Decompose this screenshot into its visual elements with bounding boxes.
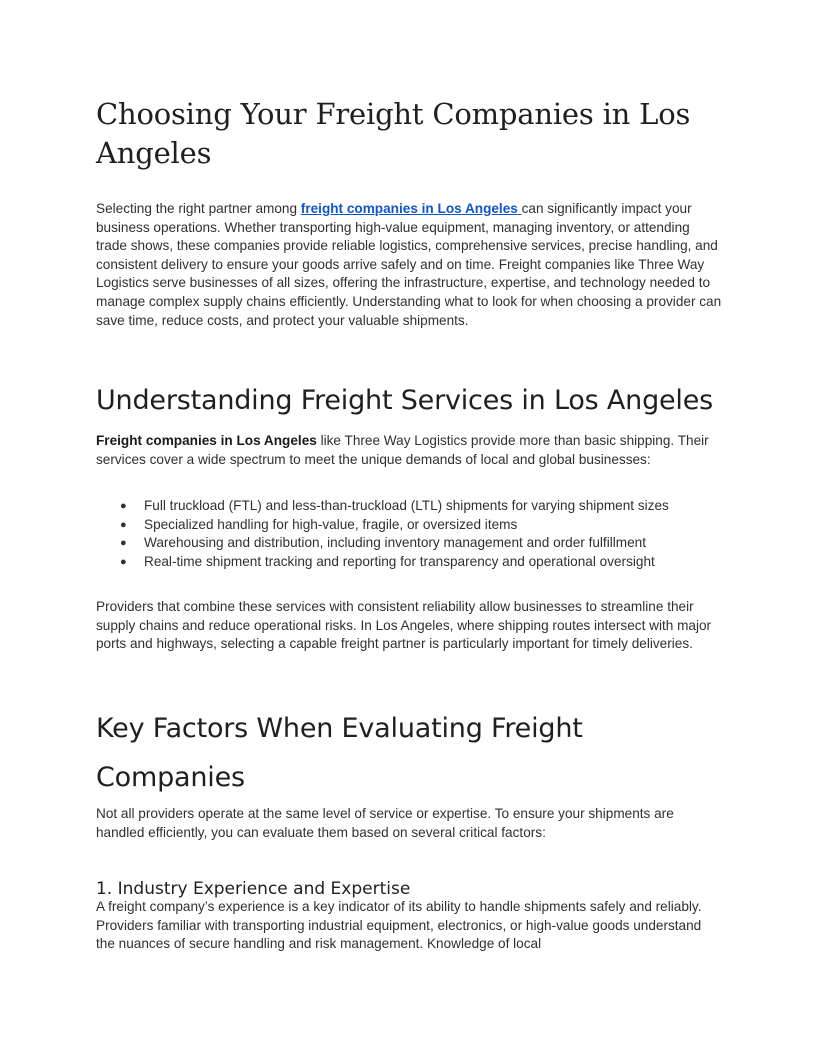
section-heading-key-factors [96,704,736,802]
intro-text-before-link: Selecting the right partner among [96,201,301,216]
intro-text-after-link: can significantly impact your business operations. Whether transporting high-value equipment, managing inventory, or attending trade shows, these companies provide reliable logistics, comprehensive services, precise handling, and consistent delivery to ensure your goods arrive safely and on time. Freight companies like Three Way Logistics serve businesses of all sizes, offering the infrastructure, expertise, and technology needed to manage complex supply chains efficiently. Understanding what to look for when choosing a provider can save time, reduce costs, and protect your valuable shipments. [96,201,722,328]
key-factors-heading-line2: Companies [96,762,245,793]
list-item [96,553,722,572]
bullet-icon: ● [120,500,127,512]
document-title: Choosing Your Freight Companies in Los Angeles [96,97,691,170]
subheading-industry-experience: 1. Industry Experience and Expertise [96,879,411,899]
section1-lead-rest: like Three Way Logistics provide more than basic shipping. Their services cover a wide spectrum to meet the unique demands of local and global businesses: [96,433,709,467]
intro-paragraph [96,200,722,330]
list-item [96,534,722,553]
list-item [96,497,722,516]
section2-intro-paragraph: Not all providers operate at the same level of service or expertise. To ensure your shipments are handled efficiently, you can evaluate them based on several critical factors: [96,806,674,840]
services-bullet-list [96,497,722,571]
list-item-text: Real-time shipment tracking and reporting for transparency and operational oversight [144,553,655,569]
section1-lead-paragraph [96,432,722,469]
list-item-text: Full truckload (FTL) and less-than-truckload (LTL) shipments for varying shipment sizes [144,498,669,513]
freight-companies-link[interactable]: freight companies in Los Angeles [300,201,522,216]
section-heading-understanding-freight: Understanding Freight Services in Los Angeles [96,385,713,416]
list-item-text: Warehousing and distribution, including inventory management and order fulfillment [144,535,646,551]
section1-lead-bold: Freight companies in Los Angeles [96,433,317,448]
list-item-text: Specialized handling for high-value, fragile, or oversized items [144,516,518,532]
section1-closing-paragraph: Providers that combine these services with consistent reliability allow businesses to streamline their supply chains and reduce operational risks. In Los Angeles, where shipping routes intersect with major ports and highways, selecting a capable freight partner is particularly important for timely deliveries. [96,599,712,652]
bullet-icon: ● [120,518,127,531]
list-item [96,516,722,535]
bullet-icon: ● [120,537,127,550]
section2-body-paragraph: A freight company’s experience is a key indicator of its ability to handle shipments safely and reliably. Providers familiar with transporting industrial equipment, electronics, or high-value goods understand the nuances of secure handling and risk management. Knowledge of local [96,899,702,952]
key-factors-heading-line1: Key Factors When Evaluating Freight [96,713,583,744]
bullet-icon: ● [120,555,127,568]
